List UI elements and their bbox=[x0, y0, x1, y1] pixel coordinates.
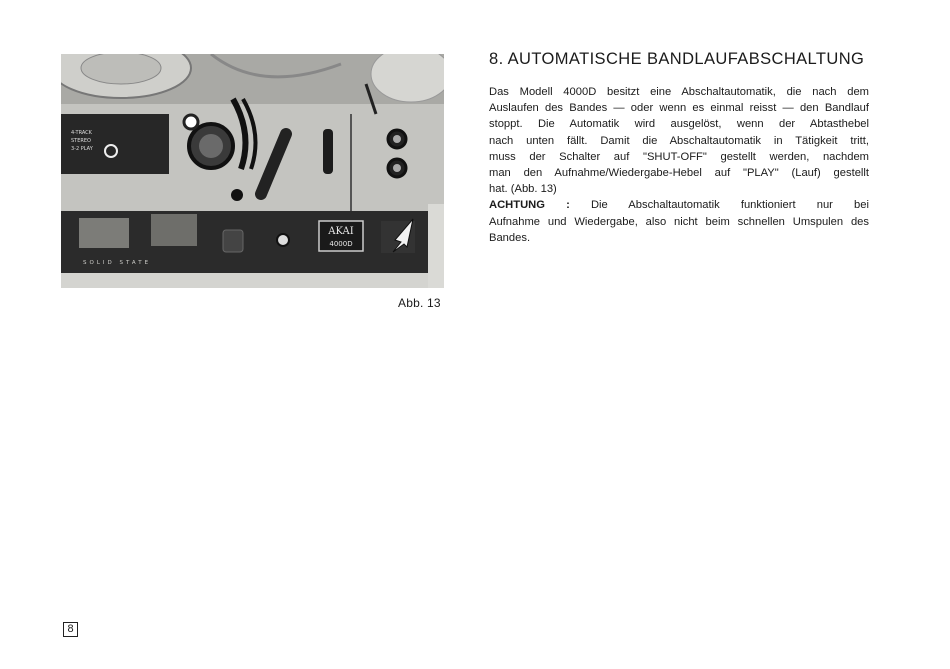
warning-text: Die Abschaltautomatik funktioniert nur bei bbox=[590, 199, 869, 212]
figure-caption: Abb. 13 bbox=[398, 296, 441, 310]
body-line: stoppt. Die Automatik wird ausgelöst, wenn der Abtasthebel bbox=[489, 118, 869, 131]
solid-state-label: SOLID STATE bbox=[83, 260, 152, 266]
body-line: Das Modell 4000D besitzt eine Abschaltautomatik, die nach dem bbox=[489, 86, 869, 98]
selector-line-1: 4-TRACK bbox=[71, 130, 92, 136]
body-line: hat. (Abb. 13) bbox=[489, 183, 557, 196]
brand-label: AKAI bbox=[328, 226, 354, 237]
selector-line-3: 3-2 PLAY bbox=[71, 146, 93, 152]
model-label: 4000D bbox=[329, 240, 353, 248]
selector-line-2: STEREO bbox=[71, 138, 91, 144]
page-number: 8 bbox=[63, 622, 78, 637]
figure-photo bbox=[61, 54, 444, 288]
section-body bbox=[489, 84, 869, 246]
warning-line: Bandes. bbox=[489, 231, 531, 244]
warning-line bbox=[489, 197, 869, 213]
section-heading: 8. AUTOMATISCHE BANDLAUFABSCHALTUNG bbox=[489, 50, 865, 68]
warning-line: Aufnahme und Wiedergabe, also nicht beim schnellen Umspulen des bbox=[489, 215, 869, 228]
body-line: man den Aufnahme/Wiedergabe-Hebel auf "PLAY" (Lauf) gestellt bbox=[489, 167, 869, 180]
body-line: nach unten fällt. Damit die Abschaltautomatik in Tätigkeit tritt, bbox=[489, 134, 869, 147]
body-line: muss der Schalter auf "SHUT-OFF" gestellt werden, nachdem bbox=[489, 150, 869, 163]
tape-deck-photo bbox=[61, 54, 444, 288]
body-line: Auslaufen des Bandes — oder wenn es einmal reisst — den Bandlauf bbox=[489, 102, 869, 115]
warning-label: ACHTUNG : bbox=[489, 199, 570, 212]
